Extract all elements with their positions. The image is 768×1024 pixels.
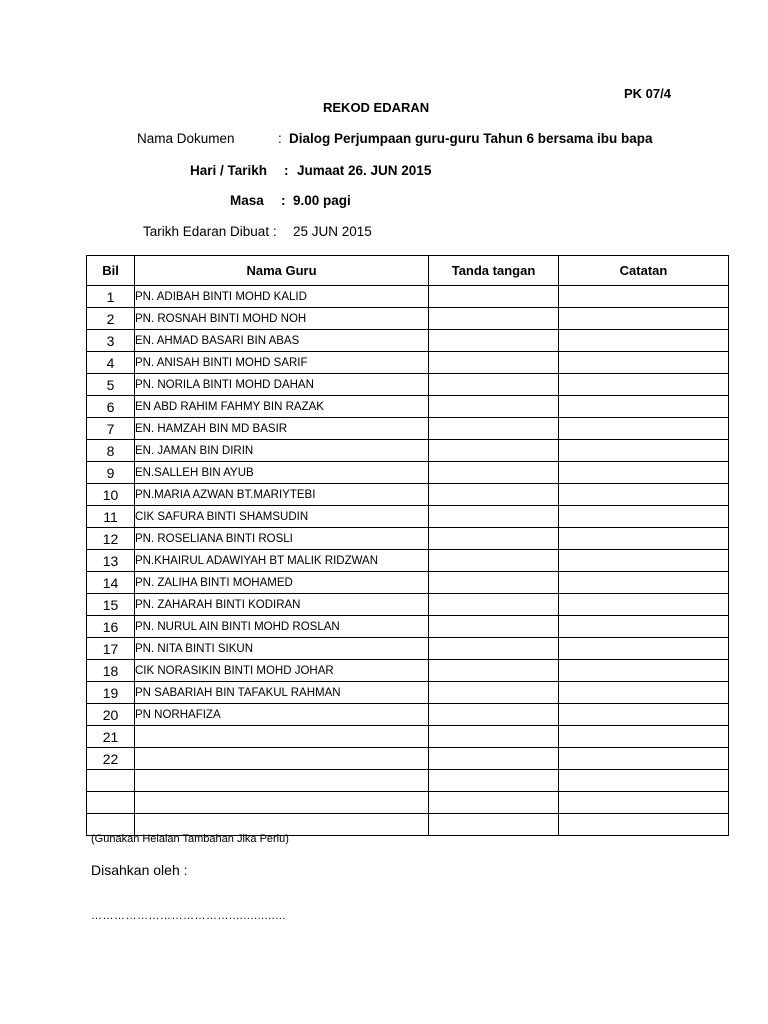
notes-cell[interactable]: [559, 484, 729, 506]
notes-cell[interactable]: [559, 594, 729, 616]
notes-cell[interactable]: [559, 462, 729, 484]
table-row: [87, 726, 729, 748]
row-number: 22: [87, 748, 135, 770]
teacher-name: PN. ROSNAH BINTI MOHD NOH: [135, 308, 429, 330]
signature-cell[interactable]: [429, 418, 559, 440]
teacher-name: PN.KHAIRUL ADAWIYAH BT MALIK RIDZWAN: [135, 550, 429, 572]
masa-label: Masa: [230, 193, 264, 208]
table-row: [87, 484, 729, 506]
teacher-name: PN NORHAFIZA: [135, 704, 429, 726]
teacher-name: [135, 748, 429, 770]
row-number: 9: [87, 462, 135, 484]
teacher-name: CIK NORASIKIN BINTI MOHD JOHAR: [135, 660, 429, 682]
teacher-name: PN. ADIBAH BINTI MOHD KALID: [135, 286, 429, 308]
row-number: 21: [87, 726, 135, 748]
row-number: [87, 792, 135, 814]
signature-cell[interactable]: [429, 660, 559, 682]
row-number: 8: [87, 440, 135, 462]
circulation-table: [86, 255, 729, 836]
table-row: [87, 660, 729, 682]
document-title: REKOD EDARAN: [323, 100, 430, 115]
teacher-name: [135, 792, 429, 814]
row-number: 1: [87, 286, 135, 308]
notes-cell[interactable]: [559, 748, 729, 770]
table-row: [87, 462, 729, 484]
signature-cell[interactable]: [429, 704, 559, 726]
notes-cell[interactable]: [559, 572, 729, 594]
teacher-name: PN. NORILA BINTI MOHD DAHAN: [135, 374, 429, 396]
hari-tarikh-label: Hari / Tarikh: [190, 163, 268, 178]
signature-cell[interactable]: [429, 528, 559, 550]
header-nama-guru: Nama Guru: [135, 256, 429, 286]
notes-cell[interactable]: [559, 616, 729, 638]
notes-cell[interactable]: [559, 330, 729, 352]
notes-cell[interactable]: [559, 792, 729, 814]
row-number: 3: [87, 330, 135, 352]
signature-cell[interactable]: [429, 638, 559, 660]
nama-dokumen-value: Dialog Perjumpaan guru-guru Tahun 6 bersama ibu bapa: [289, 131, 653, 146]
table-row: [87, 616, 729, 638]
signature-cell[interactable]: [429, 506, 559, 528]
notes-cell[interactable]: [559, 286, 729, 308]
header-catatan: Catatan: [559, 256, 729, 286]
teacher-name: EN. JAMAN BIN DIRIN: [135, 440, 429, 462]
table-row: [87, 572, 729, 594]
signature-cell[interactable]: [429, 770, 559, 792]
table-row: [87, 528, 729, 550]
table-row: [87, 440, 729, 462]
row-number: 17: [87, 638, 135, 660]
signature-cell[interactable]: [429, 308, 559, 330]
row-number: 4: [87, 352, 135, 374]
signature-cell[interactable]: [429, 286, 559, 308]
notes-cell[interactable]: [559, 352, 729, 374]
teacher-name: [135, 726, 429, 748]
notes-cell[interactable]: [559, 308, 729, 330]
hari-tarikh-value: Jumaat 26. JUN 2015: [297, 163, 432, 178]
signature-cell[interactable]: [429, 726, 559, 748]
signature-cell[interactable]: [429, 748, 559, 770]
notes-cell[interactable]: [559, 440, 729, 462]
masa-separator: :: [281, 193, 286, 208]
teacher-name: EN. HAMZAH BIN MD BASIR: [135, 418, 429, 440]
row-number: 10: [87, 484, 135, 506]
row-number: 20: [87, 704, 135, 726]
notes-cell[interactable]: [559, 660, 729, 682]
teacher-name: EN. AHMAD BASARI BIN ABAS: [135, 330, 429, 352]
table-row: [87, 550, 729, 572]
teacher-name: PN. NURUL AIN BINTI MOHD ROSLAN: [135, 616, 429, 638]
signature-cell[interactable]: [429, 396, 559, 418]
footnote: (Gunakan Helaian Tambahan Jika Perlu): [91, 833, 289, 845]
notes-cell[interactable]: [559, 374, 729, 396]
teacher-name: CIK SAFURA BINTI SHAMSUDIN: [135, 506, 429, 528]
table-row: [87, 704, 729, 726]
nama-dokumen-label: Nama Dokumen: [137, 131, 235, 146]
teacher-name: [135, 770, 429, 792]
notes-cell[interactable]: [559, 726, 729, 748]
notes-cell[interactable]: [559, 418, 729, 440]
notes-cell[interactable]: [559, 506, 729, 528]
signature-cell[interactable]: [429, 572, 559, 594]
signature-cell[interactable]: [429, 352, 559, 374]
signature-cell[interactable]: [429, 594, 559, 616]
table-row: [87, 286, 729, 308]
table-row: [87, 748, 729, 770]
row-number: 19: [87, 682, 135, 704]
notes-cell[interactable]: [559, 682, 729, 704]
table-row: [87, 396, 729, 418]
signature-cell[interactable]: [429, 462, 559, 484]
signature-cell[interactable]: [429, 330, 559, 352]
table-row: [87, 792, 729, 814]
row-number: 18: [87, 660, 135, 682]
header-tanda-tangan: Tanda tangan: [429, 256, 559, 286]
table-row: [87, 308, 729, 330]
signature-line: ………………………………................: [91, 910, 286, 922]
table-row: [87, 770, 729, 792]
row-number: 5: [87, 374, 135, 396]
teacher-name: PN.MARIA AZWAN BT.MARIYTEBI: [135, 484, 429, 506]
teacher-name: PN SABARIAH BIN TAFAKUL RAHMAN: [135, 682, 429, 704]
teacher-name: PN. NITA BINTI SIKUN: [135, 638, 429, 660]
notes-cell[interactable]: [559, 814, 729, 836]
notes-cell[interactable]: [559, 550, 729, 572]
tarikh-edaran-value: 25 JUN 2015: [293, 224, 372, 239]
signature-cell[interactable]: [429, 792, 559, 814]
teacher-name: EN ABD RAHIM FAHMY BIN RAZAK: [135, 396, 429, 418]
notes-cell[interactable]: [559, 528, 729, 550]
row-number: 15: [87, 594, 135, 616]
masa-value: 9.00 pagi: [293, 193, 351, 208]
row-number: 6: [87, 396, 135, 418]
signature-cell[interactable]: [429, 682, 559, 704]
table-row: [87, 418, 729, 440]
document-code: PK 07/4: [624, 86, 671, 101]
table-row: [87, 682, 729, 704]
teacher-name: PN. ANISAH BINTI MOHD SARIF: [135, 352, 429, 374]
row-number: [87, 770, 135, 792]
notes-cell[interactable]: [559, 770, 729, 792]
notes-cell[interactable]: [559, 638, 729, 660]
table-row: [87, 594, 729, 616]
row-number: 11: [87, 506, 135, 528]
signature-cell[interactable]: [429, 550, 559, 572]
notes-cell[interactable]: [559, 704, 729, 726]
row-number: 16: [87, 616, 135, 638]
nama-dokumen-separator: :: [278, 131, 282, 146]
table-body: [87, 286, 729, 836]
row-number: 13: [87, 550, 135, 572]
teacher-name: PN. ZALIHA BINTI MOHAMED: [135, 572, 429, 594]
signature-cell[interactable]: [429, 374, 559, 396]
teacher-name: PN. ZAHARAH BINTI KODIRAN: [135, 594, 429, 616]
table-row: [87, 638, 729, 660]
teacher-name: EN.SALLEH BIN AYUB: [135, 462, 429, 484]
notes-cell[interactable]: [559, 396, 729, 418]
approved-by-label: Disahkan oleh :: [91, 862, 188, 878]
row-number: 7: [87, 418, 135, 440]
row-number: 2: [87, 308, 135, 330]
table-row: [87, 352, 729, 374]
signature-cell[interactable]: [429, 484, 559, 506]
hari-tarikh-separator: :: [284, 163, 289, 178]
table-header-row: [87, 256, 729, 286]
table-row: [87, 330, 729, 352]
signature-cell[interactable]: [429, 440, 559, 462]
signature-cell[interactable]: [429, 616, 559, 638]
header-bil: Bil: [87, 256, 135, 286]
row-number: 14: [87, 572, 135, 594]
signature-cell[interactable]: [429, 814, 559, 836]
row-number: 12: [87, 528, 135, 550]
table-row: [87, 374, 729, 396]
tarikh-edaran-label: Tarikh Edaran Dibuat :: [143, 224, 277, 239]
teacher-name: PN. ROSELIANA BINTI ROSLI: [135, 528, 429, 550]
table-row: [87, 506, 729, 528]
